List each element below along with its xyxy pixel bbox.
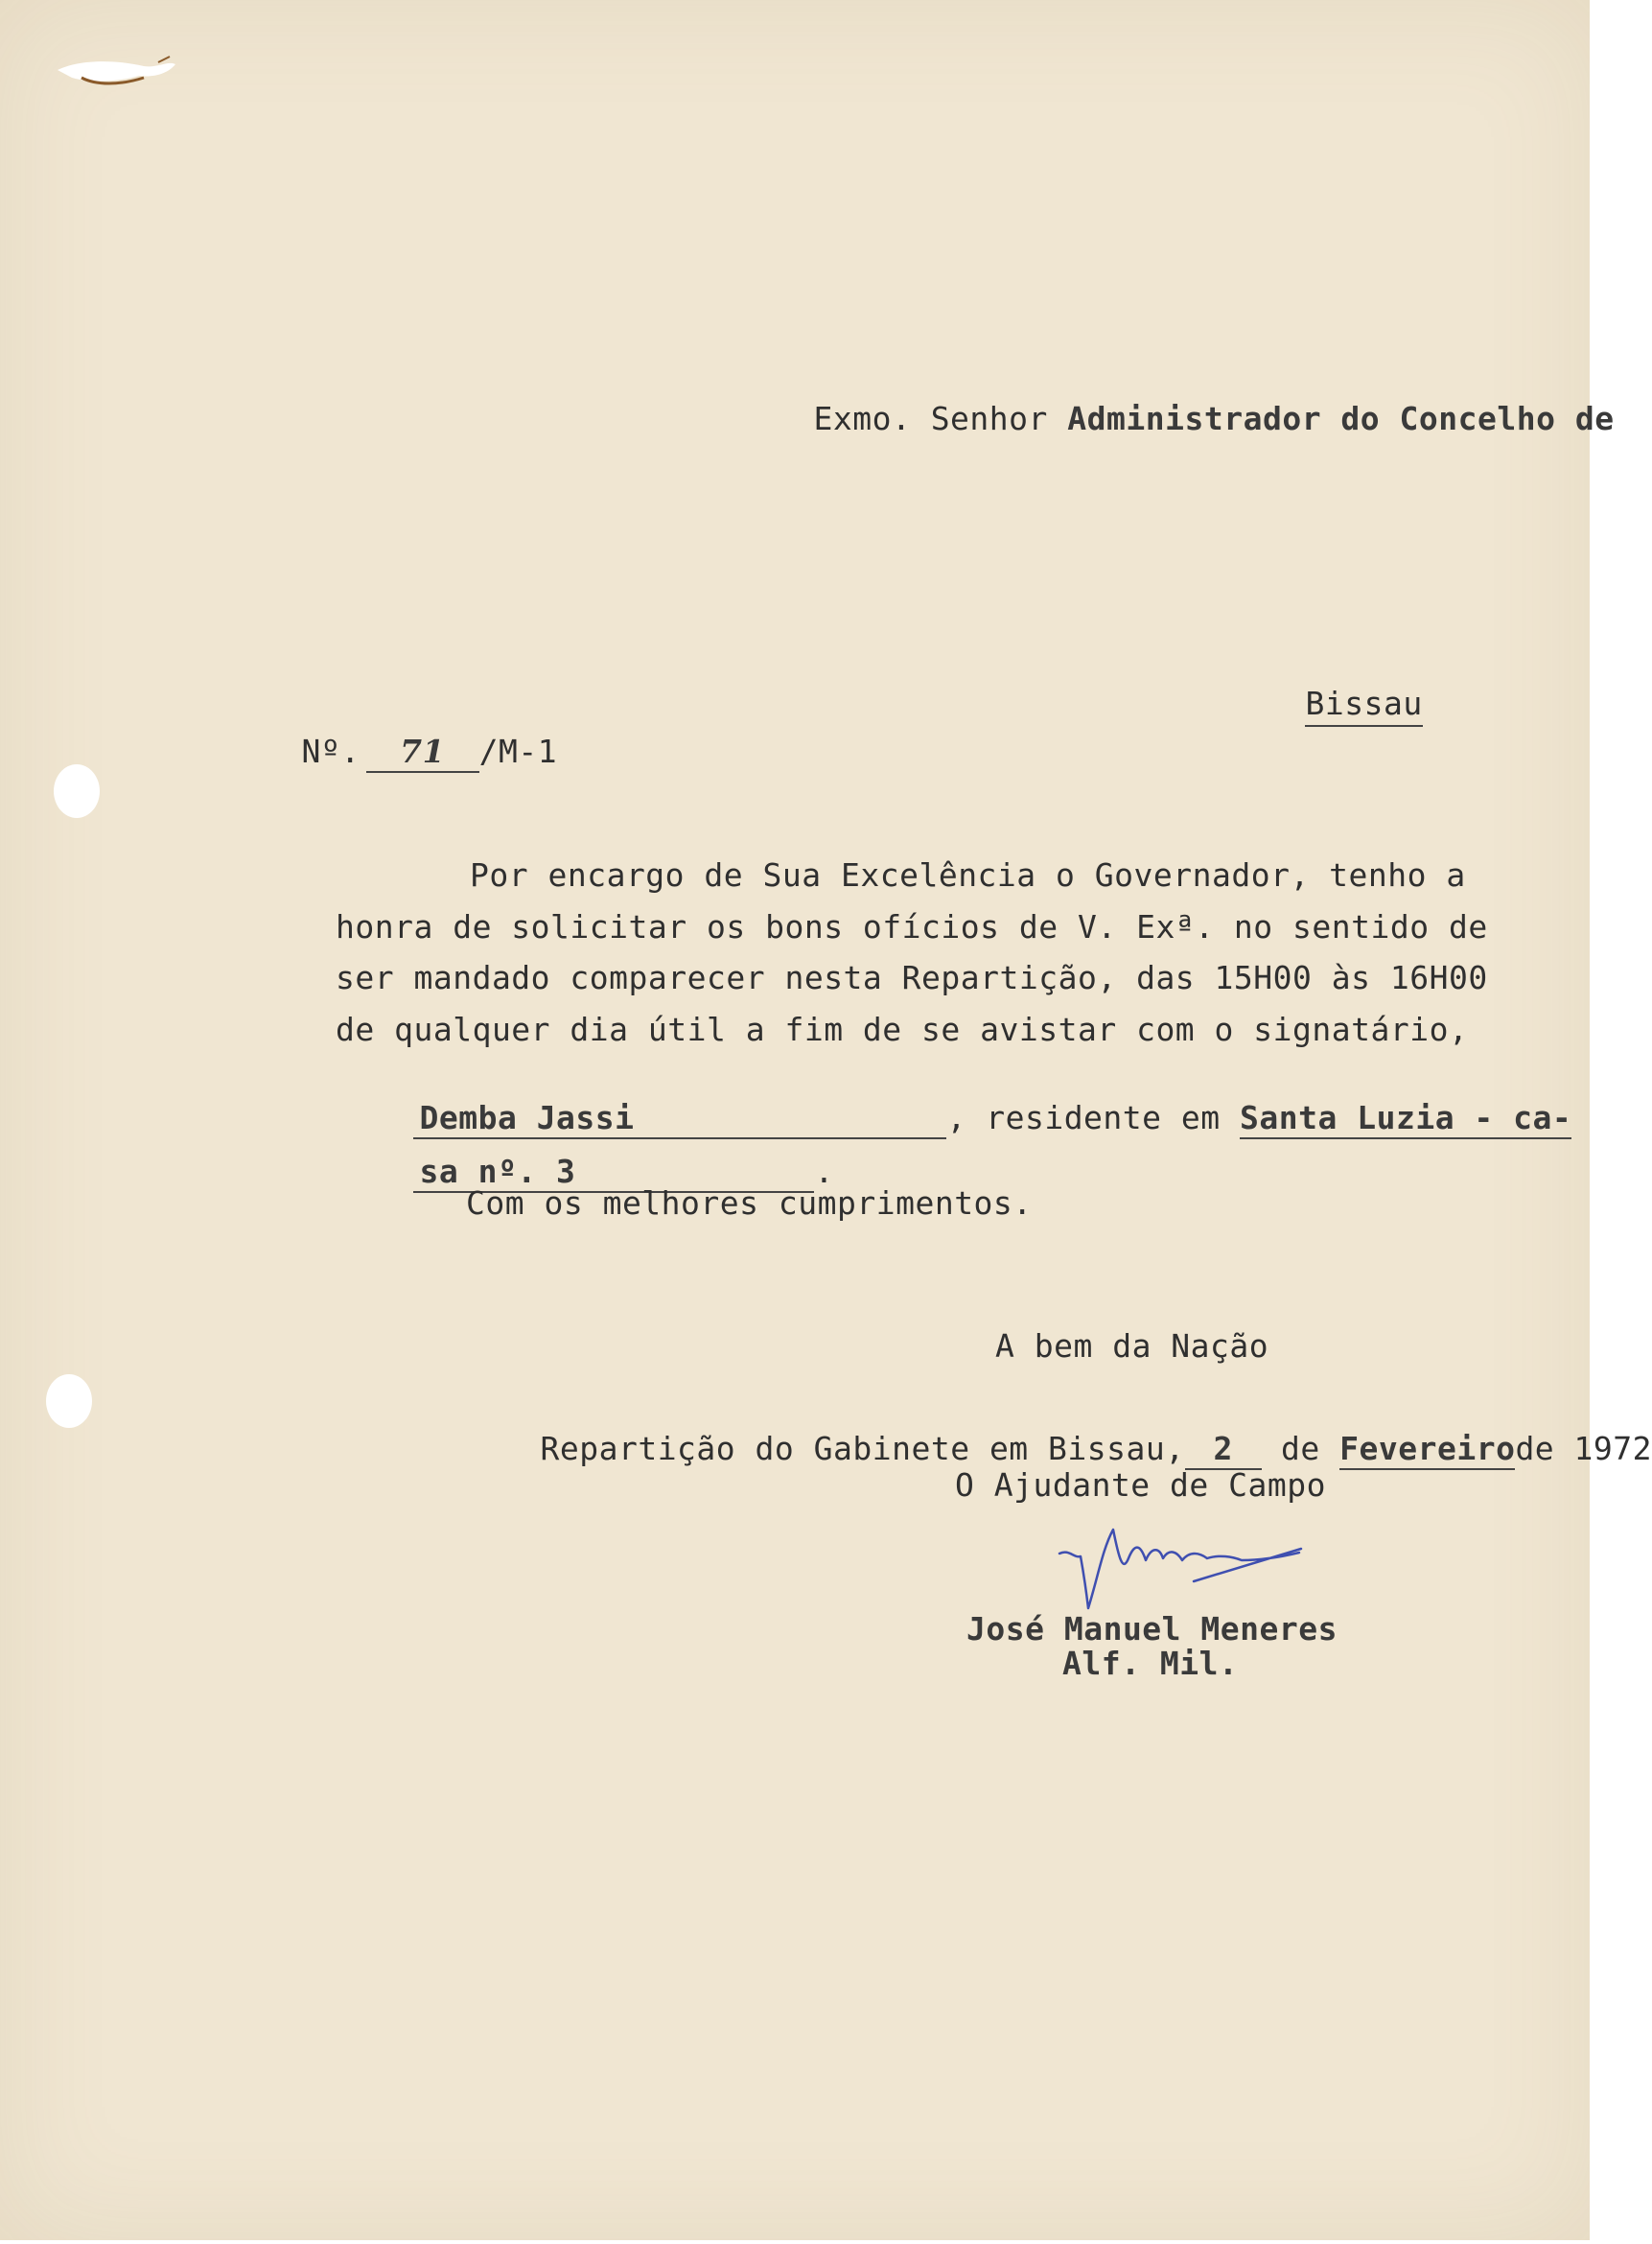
body-line-4: de qualquer dia útil a fim de se avistar com o signatário, xyxy=(336,1011,1469,1048)
paper-damage-mark xyxy=(53,53,177,91)
page-edge-bottom xyxy=(0,2240,1595,2244)
reference-number: 71 xyxy=(366,733,479,773)
salutation-line xyxy=(735,362,1615,477)
body-line-3: ser mandado comparecer nesta Repartição, das 15H00 às 16H00 xyxy=(336,959,1488,996)
handwritten-signature xyxy=(1050,1520,1309,1611)
date-suffix: de 1972 xyxy=(1515,1430,1652,1467)
reference-prefix: Nº. xyxy=(301,733,361,770)
closing: Com os melhores cumprimentos. xyxy=(466,1184,1033,1222)
date-de: de xyxy=(1281,1430,1320,1467)
destination: Bissau xyxy=(1305,685,1422,727)
motto: A bem da Nação xyxy=(995,1327,1269,1365)
signer-name: José Manuel Meneres xyxy=(966,1610,1338,1648)
punch-hole-top xyxy=(54,764,100,818)
punch-hole-bottom xyxy=(46,1374,92,1428)
reference-line xyxy=(223,694,557,811)
end-period: . xyxy=(814,1153,834,1190)
salutation-prefix: Exmo. Senhor xyxy=(813,400,1048,437)
date-day: 2 xyxy=(1185,1430,1262,1470)
signer-rank: Alf. Mil. xyxy=(1062,1645,1239,1682)
body-line-2: honra de solicitar os bons ofícios de V. Exª. no sentido de xyxy=(336,908,1488,946)
date-month: Fevereiro xyxy=(1339,1430,1515,1470)
reference-suffix: /M-1 xyxy=(478,733,558,770)
page-edge-right xyxy=(1590,0,1595,2244)
body-line-1: Por encargo de Sua Excelência o Governador, tenho a xyxy=(470,856,1466,894)
person-name: Demba Jassi xyxy=(413,1099,946,1139)
residence-part-1: Santa Luzia - ca- xyxy=(1240,1099,1571,1139)
addressee: Administrador do Concelho de xyxy=(1067,400,1615,437)
residence-label: , residente em xyxy=(946,1099,1221,1136)
destination-line xyxy=(1227,646,1423,765)
residence-part-2: sa nº. 3 xyxy=(413,1153,814,1193)
place-prefix: Repartição do Gabinete em Bissau, xyxy=(540,1430,1185,1467)
signer-title: O Ajudante de Campo xyxy=(955,1466,1326,1504)
